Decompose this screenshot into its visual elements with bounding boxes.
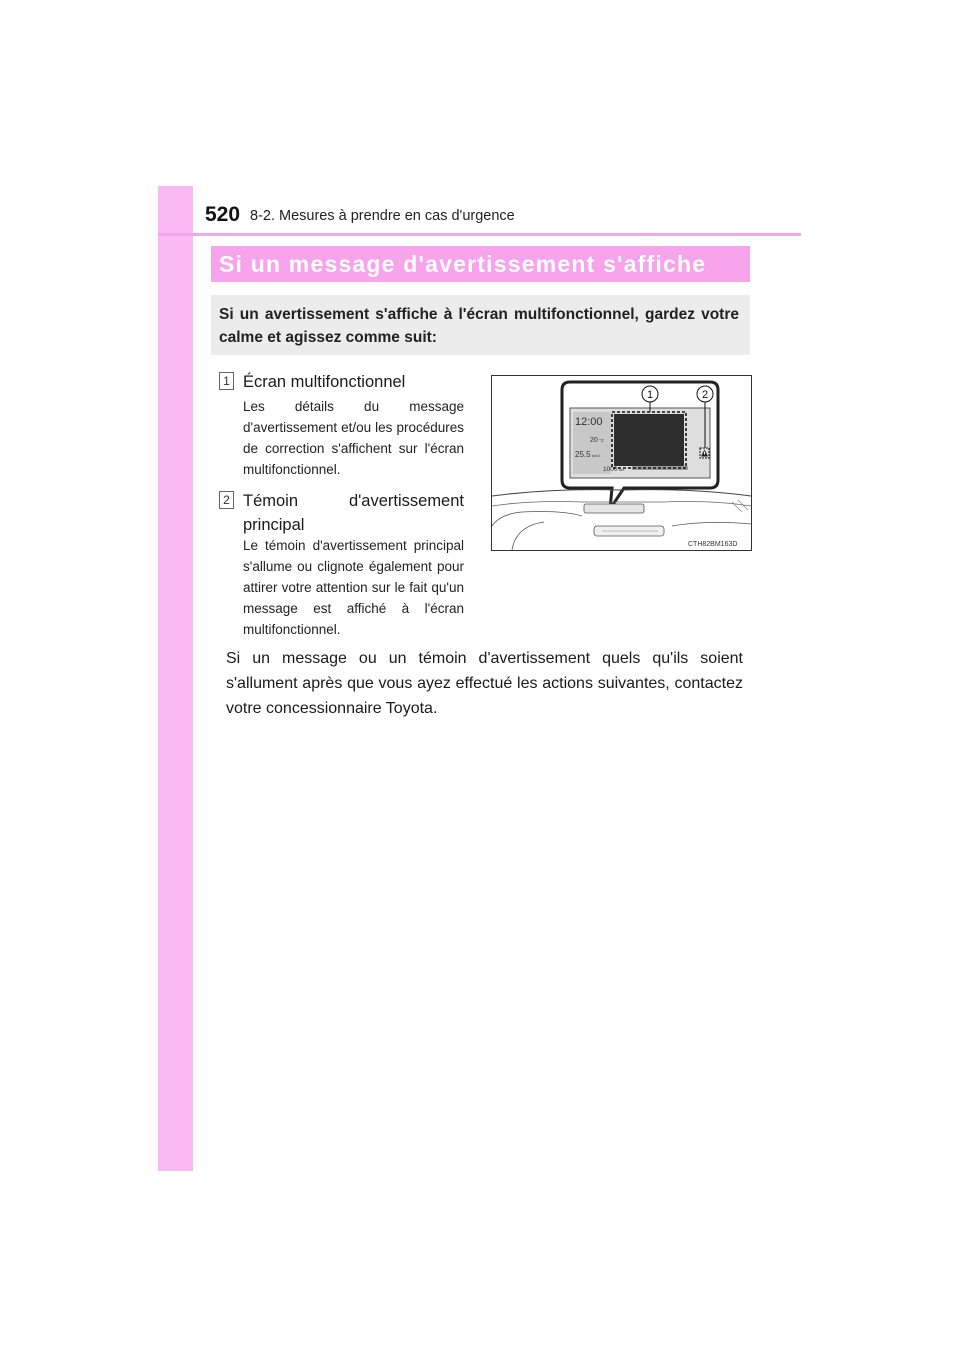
item-number-1: 1 (219, 372, 234, 390)
header-rule (158, 233, 801, 236)
figure-code: CTH82BM163D (688, 541, 738, 548)
temperature-unit: °C (599, 438, 605, 443)
consumption-unit: km/L (592, 453, 601, 458)
instrument-housing (584, 504, 644, 513)
dashboard-illustration-svg (492, 376, 751, 550)
item-title-1: Écran multifonctionnel (243, 373, 406, 391)
item-body-1: Les détails du message d'avertissement et/ou les procédures de correction s'affichent sur l'écran multifonctionnel. (243, 399, 464, 477)
callout-1-label: 1 (646, 389, 654, 401)
footer-paragraph: Si un message ou un témoin d'avertissement quels qu'ils soient s'allument après que vous ayez effectué les actions suivantes, contactez votre concessionnaire Toyota. (226, 650, 743, 717)
item-number-2: 2 (219, 491, 234, 509)
page-number: 520 (205, 203, 241, 226)
distance-readout: 1000 (603, 466, 618, 473)
section-label: 8-2. Mesures à prendre en cas d'urgence (250, 208, 515, 224)
intro-box (211, 295, 750, 355)
intro-text: Si un avertissement s'affiche à l'écran multifonctionnel, gardez votre calme et agissez comme suit: (219, 306, 739, 346)
message-screen (614, 414, 684, 466)
dashboard-illustration (491, 375, 752, 551)
section-title: Si un message d'avertissement s'affiche (219, 251, 707, 277)
item-body-2: Le témoin d'avertissement principal s'allume ou clignote également pour attirer votre attention sur le fait qu'un message est affiché à l'écran multifonctionnel. (243, 538, 464, 637)
distance-unit: km (619, 467, 625, 472)
callout-2-label: 2 (701, 389, 709, 401)
item-title-2: Témoin d'avertissement principal (243, 492, 464, 534)
section-title-bar (211, 246, 750, 282)
chapter-side-tab (158, 186, 193, 1171)
consumption-readout: 25.5 (575, 450, 591, 459)
temperature-readout: 20 (590, 437, 598, 444)
steering-wheel-spoke (512, 522, 544, 550)
windshield-hatching (732, 500, 748, 512)
dashboard-right-curve (672, 522, 751, 526)
clock-readout: 12:00 (575, 416, 603, 428)
